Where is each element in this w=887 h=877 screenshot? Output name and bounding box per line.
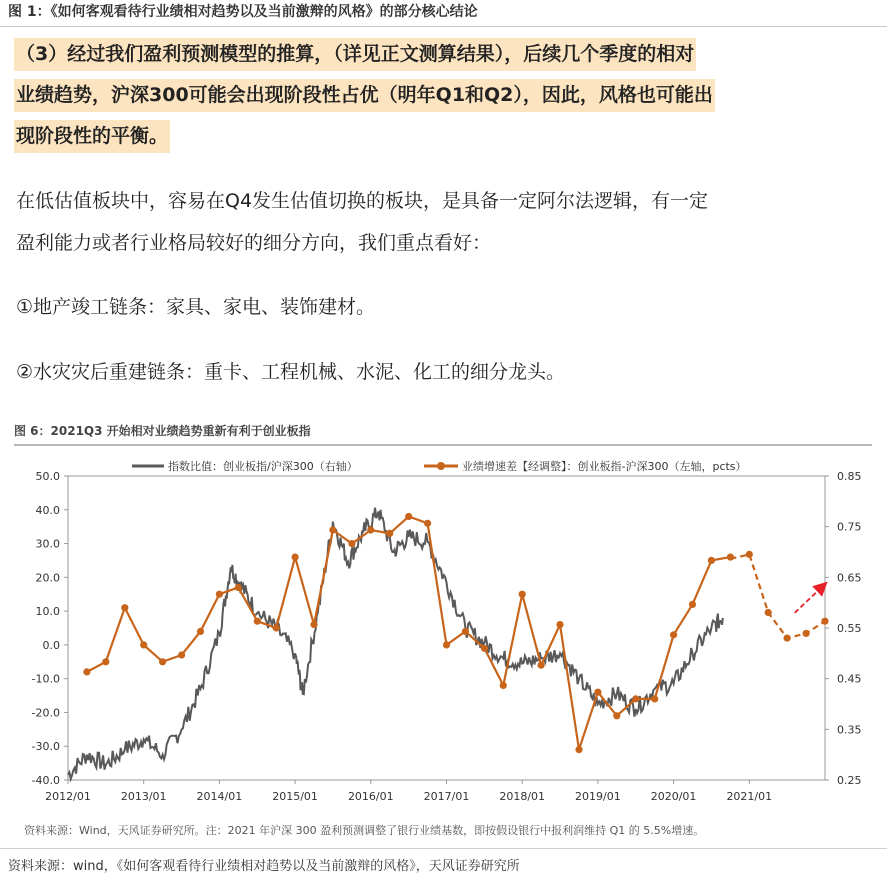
growth-series-point bbox=[348, 540, 355, 547]
growth-series-point bbox=[575, 746, 582, 753]
right-axis-tick-label: 0.65 bbox=[837, 571, 862, 585]
left-axis-tick-label: -10.0 bbox=[31, 672, 60, 686]
x-axis-tick-label: 2013/01 bbox=[120, 790, 167, 803]
legend-ratio-label: 指数比值：创业板指/沪深300（右轴） bbox=[168, 460, 358, 473]
growth-forecast-point bbox=[765, 609, 772, 616]
legend-growth-marker bbox=[437, 462, 445, 470]
legend-growth-label: 业绩增速差【经调整】：创业板指-沪深300（左轴，pcts） bbox=[462, 460, 747, 473]
growth-series-point bbox=[235, 584, 242, 591]
x-axis-tick-label: 2014/01 bbox=[196, 790, 243, 803]
growth-forecast-line bbox=[730, 554, 825, 638]
figure-title: 图 1：《如何客观看待行业绩相对趋势以及当前激辩的风格》的部分核心结论 bbox=[0, 0, 887, 27]
right-axis-tick-label: 0.55 bbox=[837, 622, 862, 635]
growth-series-point bbox=[500, 682, 507, 689]
footer-rule bbox=[0, 848, 887, 849]
growth-series-point bbox=[367, 526, 374, 533]
growth-series-point bbox=[254, 618, 261, 625]
right-axis-tick-label: 0.25 bbox=[837, 774, 862, 787]
growth-series-point bbox=[310, 621, 317, 628]
highlight-line: （3）经过我们盈利预测模型的推算，（详见正文测算结果），后续几个季度的相对 bbox=[14, 38, 696, 71]
left-axis-tick-label: 40.0 bbox=[35, 503, 60, 517]
left-axis-tick-label: -20.0 bbox=[31, 706, 60, 720]
growth-forecast-point bbox=[803, 630, 810, 637]
growth-series-point bbox=[462, 628, 469, 635]
growth-series-point bbox=[159, 658, 166, 665]
growth-series-point bbox=[329, 526, 336, 533]
right-axis-tick-label: 0.35 bbox=[837, 723, 862, 737]
x-axis-tick-label: 2017/01 bbox=[423, 790, 470, 803]
growth-series-point bbox=[538, 662, 545, 669]
growth-series-point bbox=[83, 668, 90, 675]
growth-series-point bbox=[424, 520, 431, 527]
chart-figure bbox=[14, 416, 887, 846]
footer-source: 资料来源：wind，《如何客观看待行业绩相对趋势以及当前激辩的风格》，天风证券研究所 bbox=[8, 859, 520, 874]
growth-series-point bbox=[556, 621, 563, 628]
ratio-series-line bbox=[68, 508, 723, 779]
growth-series-point bbox=[386, 530, 393, 537]
growth-series-point bbox=[292, 554, 299, 561]
list-item-completion-chain: ①地产竣工链条：家具、家电、装饰建材。 bbox=[16, 296, 376, 318]
left-axis-tick-label: 50.0 bbox=[35, 470, 60, 483]
growth-series-point bbox=[273, 624, 280, 631]
growth-forecast-point bbox=[746, 551, 753, 558]
growth-series-point bbox=[178, 651, 185, 658]
x-axis-tick-label: 2018/01 bbox=[499, 790, 546, 803]
left-axis-tick-label: 0.0 bbox=[42, 638, 60, 652]
growth-series-point bbox=[102, 658, 109, 665]
growth-series-point bbox=[708, 557, 715, 564]
left-axis-tick-label: 20.0 bbox=[35, 571, 60, 585]
left-axis-tick-label: 10.0 bbox=[35, 605, 60, 619]
chart-source-note: 资料来源：Wind，天风证券研究所。注：2021 年沪深 300 盈利预测调整了银行业绩基数，即按假设银行中报利润维持 Q1 的 5.5%增速。 bbox=[24, 824, 705, 837]
growth-series-point bbox=[594, 689, 601, 696]
growth-series-point bbox=[632, 695, 639, 702]
chart-title: 图 6：2021Q3 开始相对业绩趋势重新有利于创业板指 bbox=[14, 424, 311, 438]
left-axis-tick-label: -40.0 bbox=[31, 774, 60, 787]
growth-series-point bbox=[481, 645, 488, 652]
right-axis-tick-label: 0.85 bbox=[837, 470, 862, 483]
right-axis-tick-label: 0.75 bbox=[837, 520, 862, 534]
highlight-conclusion bbox=[14, 38, 879, 161]
growth-series-point bbox=[140, 641, 147, 648]
left-axis-tick-label: 30.0 bbox=[35, 537, 60, 551]
growth-series-point bbox=[613, 712, 620, 719]
chart-svg bbox=[14, 416, 887, 816]
highlight-line: 现阶段性的平衡。 bbox=[14, 120, 170, 153]
growth-series-point bbox=[689, 601, 696, 608]
right-axis-tick-label: 0.45 bbox=[837, 672, 862, 686]
x-axis-tick-label: 2016/01 bbox=[347, 790, 394, 803]
trend-arrow-annotation bbox=[795, 584, 825, 613]
growth-series-point bbox=[670, 631, 677, 638]
growth-series-point bbox=[197, 628, 204, 635]
paragraph-line: 盈利能力或者行业格局较好的细分方向，我们重点看好： bbox=[16, 232, 492, 254]
growth-series-point bbox=[519, 591, 526, 598]
growth-series-point bbox=[405, 513, 412, 520]
left-axis-tick-label: -30.0 bbox=[31, 740, 60, 754]
growth-series-point bbox=[443, 641, 450, 648]
growth-forecast-point bbox=[784, 635, 791, 642]
x-axis-tick-label: 2015/01 bbox=[272, 790, 318, 803]
x-axis-tick-label: 2019/01 bbox=[575, 790, 621, 803]
growth-forecast-point bbox=[821, 618, 828, 625]
highlight-line: 业绩趋势，沪深300可能会出现阶段性占优（明年Q1和Q2），因此，风格也可能出 bbox=[14, 79, 715, 112]
x-axis-tick-label: 2020/01 bbox=[650, 790, 697, 803]
growth-series-point bbox=[216, 591, 223, 598]
x-axis-tick-label: 2021/01 bbox=[726, 790, 773, 803]
x-axis-tick-label: 2012/01 bbox=[45, 790, 91, 803]
paragraph-line: 在低估值板块中，容易在Q4发生估值切换的板块，是具备一定阿尔法逻辑，有一定 bbox=[16, 190, 709, 212]
list-item-flood-rebuild-chain: ②水灾灾后重建链条：重卡、工程机械、水泥、化工的细分龙头。 bbox=[16, 361, 566, 383]
growth-series-point bbox=[121, 604, 128, 611]
growth-series-point bbox=[651, 695, 658, 702]
